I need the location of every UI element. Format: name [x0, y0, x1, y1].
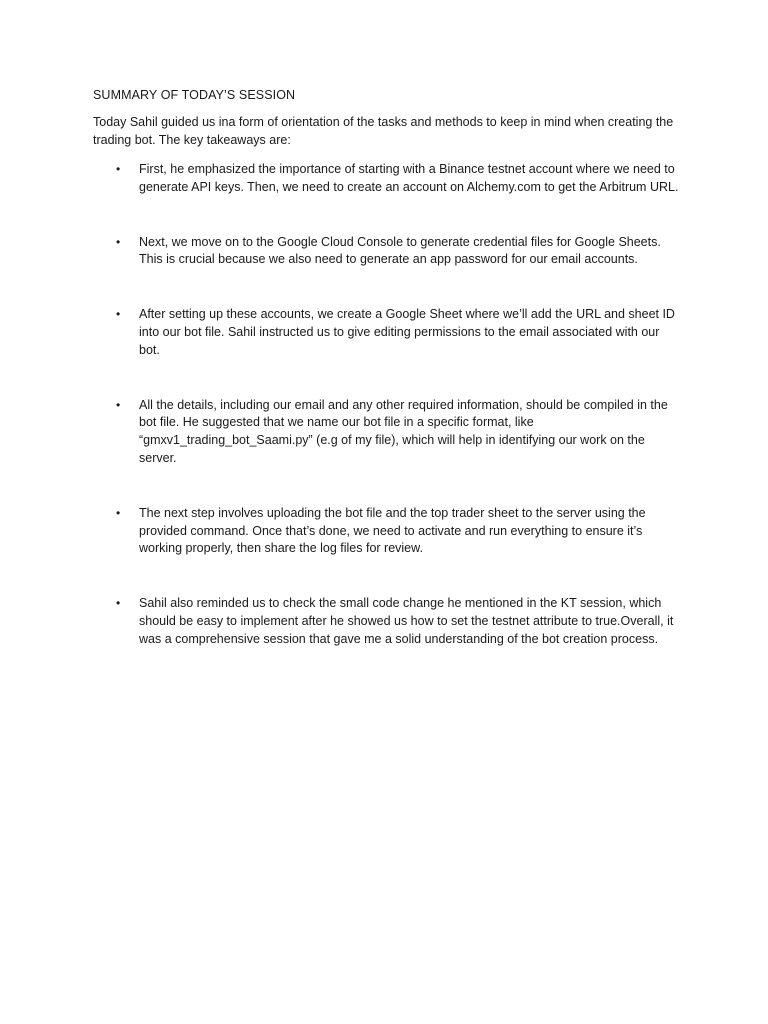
list-item [93, 306, 683, 359]
list-item-text: All the details, including our email and any other required information, should be compiled in the bot file. He suggested that we name our bot file in a specific format, like “gmxv1_trading_bot_Saami.py” (e.g of my file), which will help in identifying our work on the server. [139, 397, 668, 465]
bullet-icon: • [116, 234, 121, 249]
list-item-text: First, he emphasized the importance of starting with a Binance testnet account where we need to generate API keys. Then, we need to create an account on Alchemy.com to get the Arbitrum URL. [139, 162, 679, 194]
list-item [93, 234, 683, 270]
bullet-icon: • [116, 397, 121, 412]
list-item [93, 595, 683, 648]
bullet-icon: • [116, 162, 121, 176]
takeaways-list [93, 161, 683, 649]
list-item-text: Sahil also reminded us to check the small code change he mentioned in the KT session, which should be easy to implement after he showed us how to set the testnet attribute to true.Overall, it was a comprehensive session that gave me a solid understanding of the bot creation process. [139, 596, 674, 646]
list-item-text: Next, we move on to the Google Cloud Console to generate credential files for Google Sheets. This is crucial because we also need to generate an app password for our email accounts. [139, 234, 661, 267]
list-item-text: After setting up these accounts, we create a Google Sheet where we’ll add the URL and sheet ID into our bot file. Sahil instructed us to give editing permissions to the email associated with our bot. [139, 307, 675, 357]
document-title: SUMMARY OF TODAY’S SESSION [93, 88, 296, 102]
bullet-icon: • [116, 505, 121, 520]
intro-paragraph: Today Sahil guided us ina form of orientation of the tasks and methods to keep in mind when creating the trading bot. The key takeaways are: [93, 115, 674, 147]
list-item [93, 505, 683, 558]
bullet-icon: • [116, 596, 121, 611]
list-item [93, 161, 683, 197]
list-item [93, 397, 683, 468]
list-item-text: The next step involves uploading the bot file and the top trader sheet to the server using the provided command. Once that’s done, we need to activate and run everything to ensure it’s working properly, then share the log files for review. [139, 505, 646, 556]
document-body [93, 87, 683, 686]
bullet-icon: • [116, 307, 121, 322]
